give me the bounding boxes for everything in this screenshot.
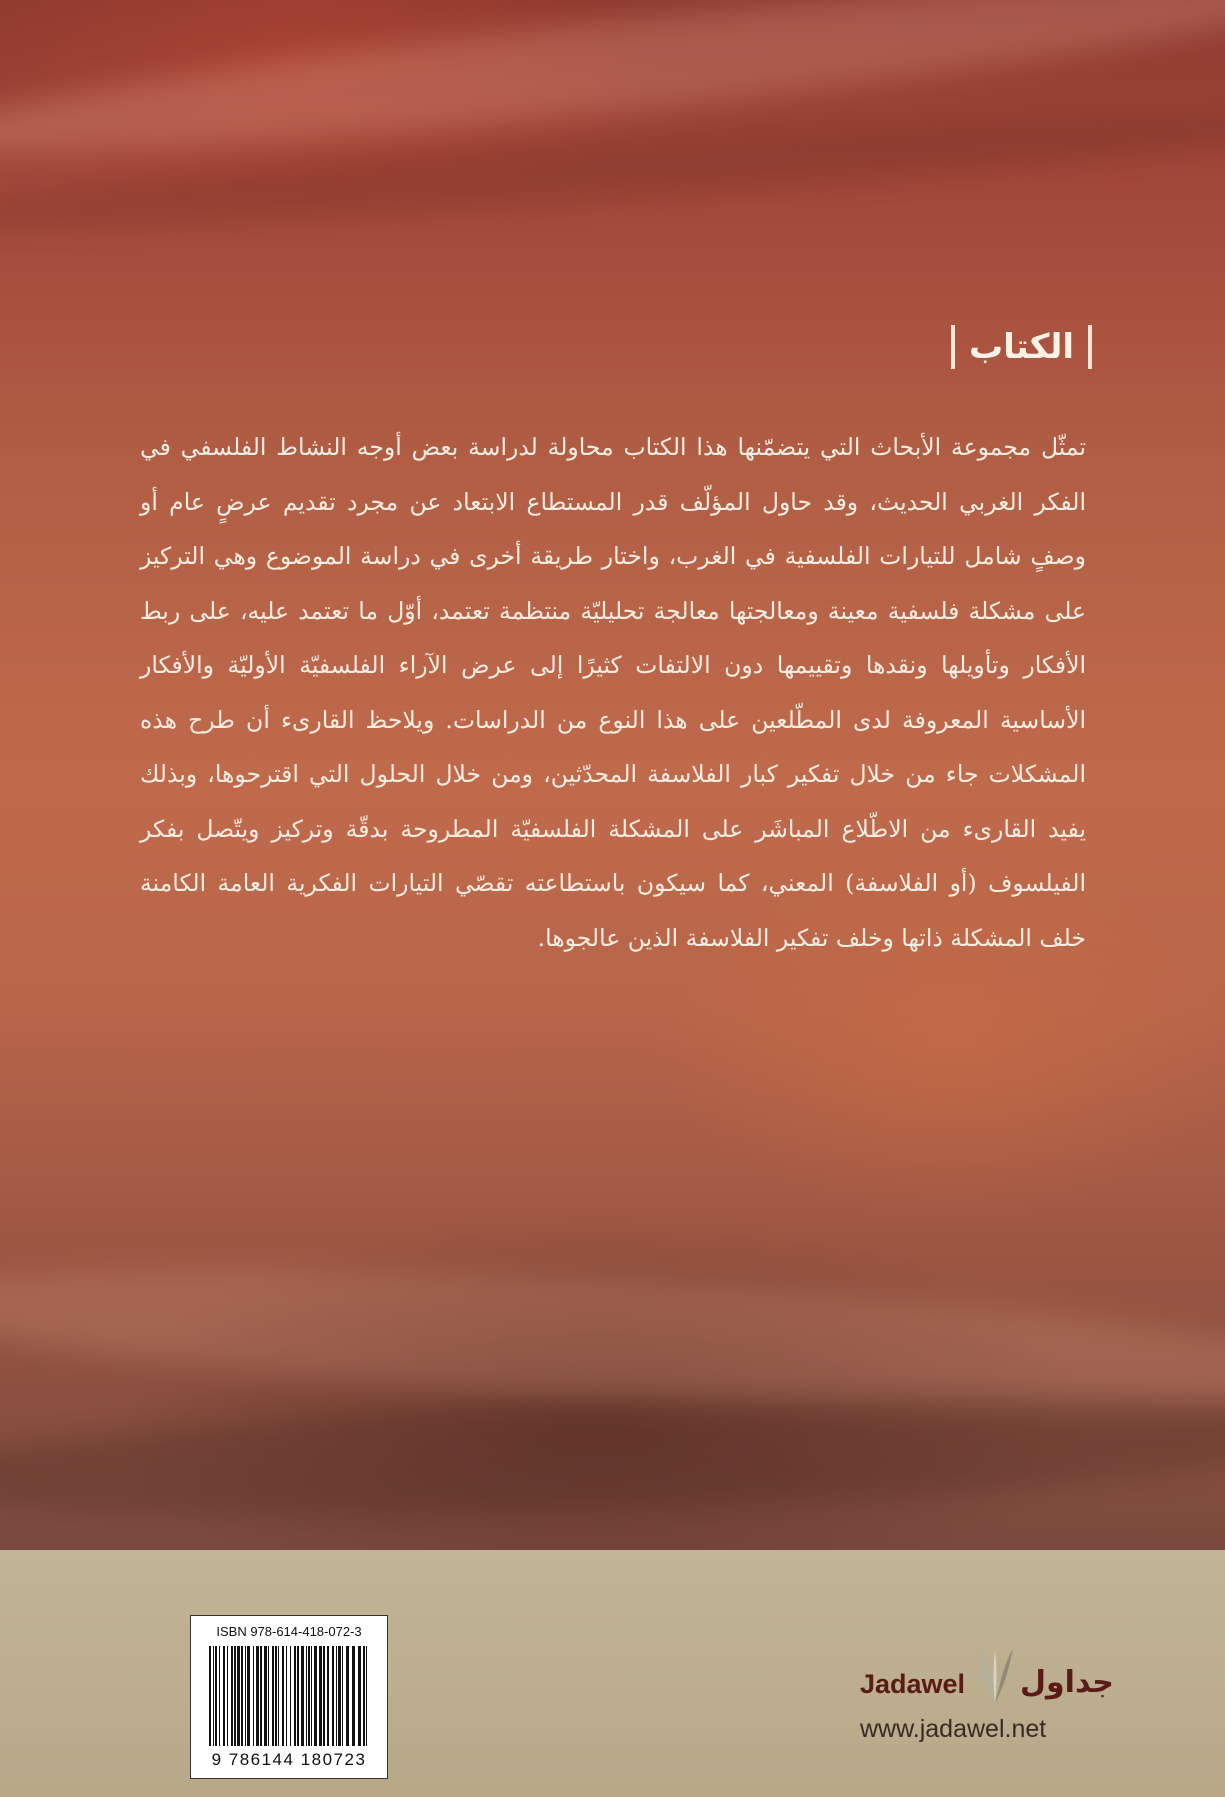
isbn-barcode xyxy=(190,1615,388,1779)
barcode-icon xyxy=(209,1646,369,1750)
section-heading xyxy=(951,325,1092,369)
barcode-digits: 9 786144 180723 xyxy=(211,1750,367,1769)
isbn-label: ISBN 978-614-418-072-3 xyxy=(216,1624,362,1639)
heading-bar-left xyxy=(951,325,955,369)
heading-text: الكتاب xyxy=(968,327,1074,367)
leaf-icon xyxy=(975,1645,1015,1705)
publisher-logo xyxy=(860,1645,1114,1755)
publisher-url: www.jadawel.net xyxy=(860,1715,1047,1743)
heading-bar-right xyxy=(1088,325,1092,369)
publisher-name-ar: جداول xyxy=(1020,1665,1114,1700)
book-description: تمثّل مجموعة الأبحاث التي يتضمّنها هذا الكتاب محاولة لدراسة بعض أوجه النشاط الفلسفي في الفكر الغربي الحديث، وقد حاول المؤلّف قدر المستطاع الابتعاد عن مجرد تقديم عرضٍ عام أو وصفٍ شامل للتيارات الفلسفية في الغرب، واختار طريقة أخرى في دراسة الموضوع وهي التركيز على مشكلة فلسفية معينة ومعالجتها معالجة تحليليّة منتظمة تعتمد، أوّل ما تعتمد عليه، على ربط الأفكار وتأويلها ونقدها وتقييمها دون الالتفات كثيرًا إلى عرض الآراء الفلسفيّة الأوليّة والأفكار الأساسية المعروفة لدى المطّلعين على هذا النوع من الدراسات. ويلاحظ القارىء أن طرح هذه المشكلات جاء من خلال تفكير كبار الفلاسفة المحدّثين، ومن خلال الحلول التي اقترحوها، وبذلك يفيد القارىء من الاطّلاع المباشَر على المشكلة الفلسفيّة المطروحة بدقّة وتركيز ويتّصل بفكر الفيلسوف (أو الفلاسفة) المعني، كما سيكون باستطاعته تقصّي التيارات الفكرية العامة الكامنة خلف المشكلة ذاتها وخلف تفكير الفلاسفة الذين عالجوها. xyxy=(140,433,1086,952)
publisher-name-en: Jadawel xyxy=(860,1669,966,1699)
